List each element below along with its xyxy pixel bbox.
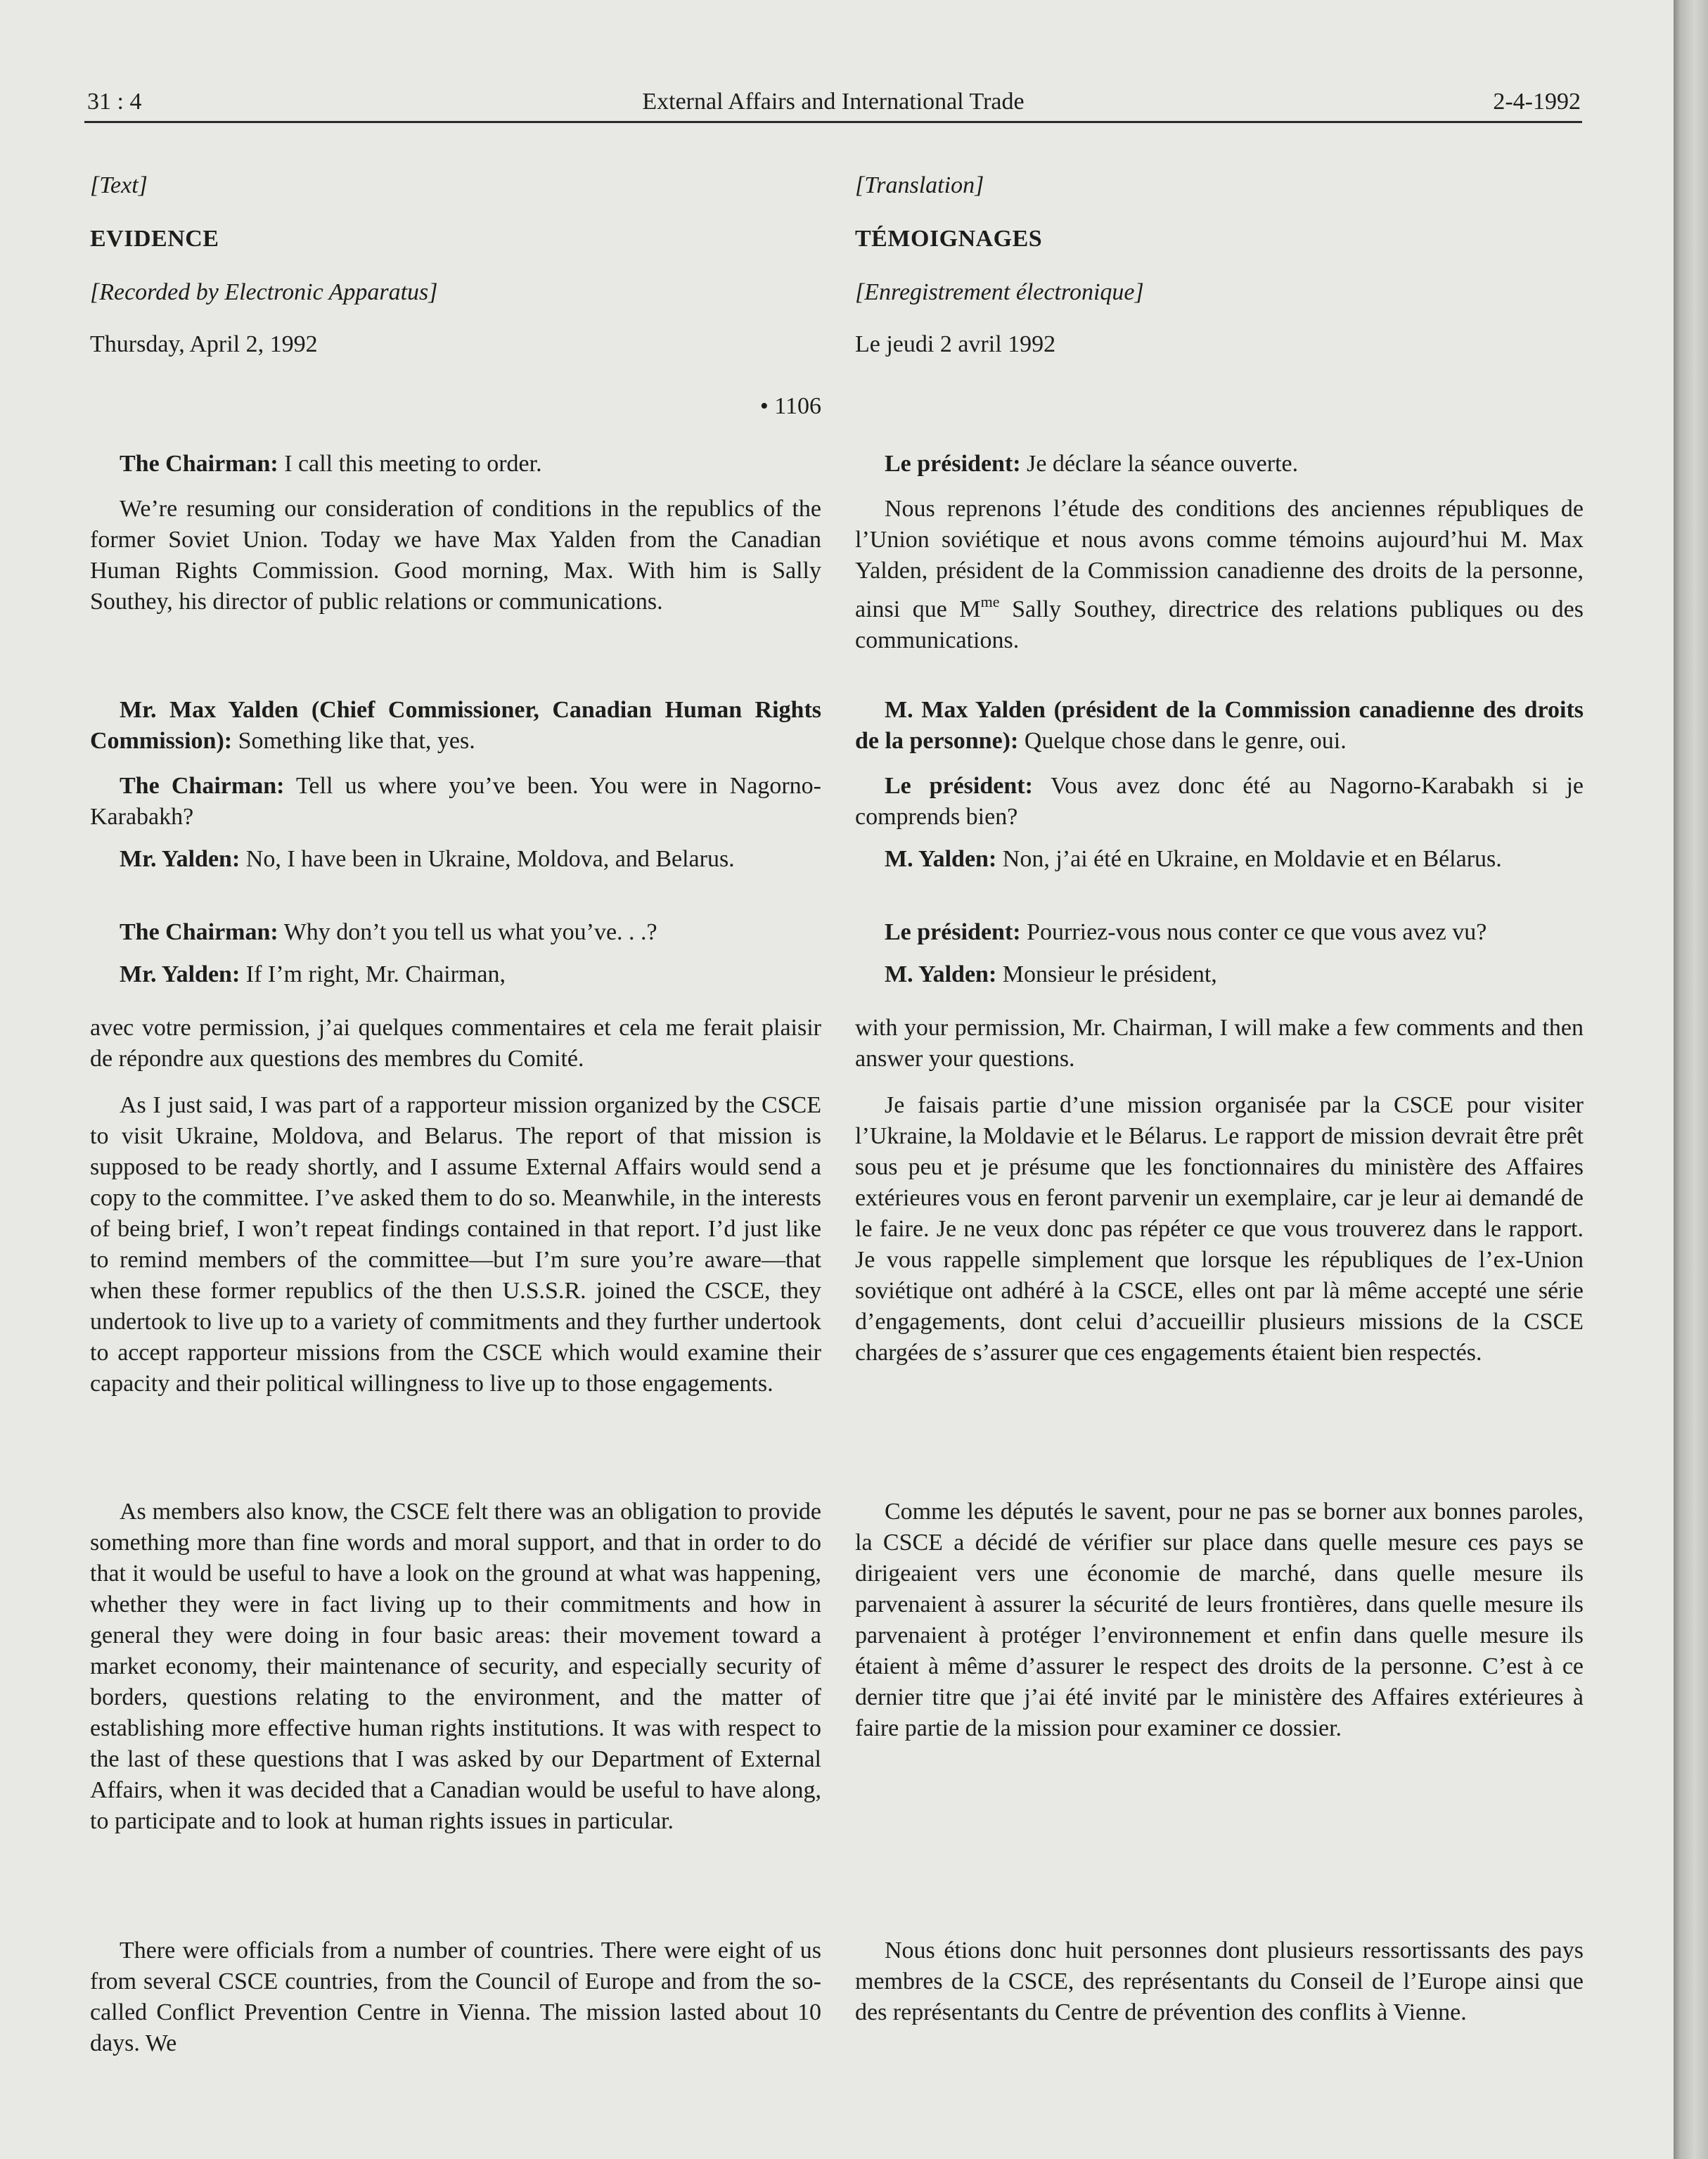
left-paragraph: The Chairman: Why don’t you tell us what you’ve. . .? bbox=[120, 919, 657, 945]
left-session-date: Thursday, April 2, 1992 bbox=[90, 331, 318, 357]
right-paragraph: Nous étions donc huit personnes dont plusieurs ressortissants des pays membres de la CSCE, des représentants du Conseil de l’Europe ainsi que des représentants du Centre de prévention des conflits à Vienne. bbox=[855, 1937, 1584, 2025]
right-paragraph: M. Yalden: Monsieur le président, bbox=[885, 961, 1217, 987]
right-paragraph: Le président: Pourriez-vous nous conter ce que vous avez vu? bbox=[885, 919, 1487, 945]
speaker-name: The Chairman: bbox=[120, 451, 278, 477]
running-header bbox=[84, 84, 1582, 123]
right-paragraph: Le président: Je déclare la séance ouverte. bbox=[885, 451, 1299, 477]
right-session-date: Le jeudi 2 avril 1992 bbox=[855, 331, 1056, 357]
publication-title: External Affairs and International Trade bbox=[642, 89, 1025, 115]
right-section-heading: TÉMOIGNAGES bbox=[855, 226, 1043, 252]
speaker-name: M. Yalden: bbox=[885, 846, 997, 872]
right-recorded-note: [Enregistrement électronique] bbox=[855, 279, 1144, 305]
page-binding-edge bbox=[1674, 0, 1708, 2159]
left-paragraph: Mr. Yalden: If I’m right, Mr. Chairman, bbox=[120, 961, 506, 987]
left-section-heading: EVIDENCE bbox=[90, 226, 219, 252]
left-paragraph: We’re resuming our consideration of conditions in the republics of the former Soviet Union. Today we have Max Yalden from the Canadian Human Rights Commission. Good morning, Max. With him is Sally Southey, his director of public relations or communications. bbox=[90, 496, 821, 615]
right-paragraph: Nous reprenons l’étude des conditions des anciennes républiques de l’Union soviétique et nous avons comme témoins aujourd’hui M. Max Yalden, président de la Commission canadienne des droits de la personne, ainsi que $M^{me}$ Sally Southey, directrice des relations publiques ou des communications. bbox=[855, 496, 1584, 653]
header-date: 2-4-1992 bbox=[1493, 89, 1581, 115]
speaker-name: The Chairman: bbox=[120, 919, 278, 945]
right-translation-tag: [Translation] bbox=[855, 172, 984, 198]
left-text-tag: [Text] bbox=[90, 172, 148, 198]
speaker-name: The Chairman: bbox=[120, 773, 285, 799]
speaker-name: M. Yalden: bbox=[885, 961, 997, 987]
speaker-name: Le président: bbox=[885, 773, 1033, 799]
left-paragraph: Mr. Yalden: No, I have been in Ukraine, Moldova, and Belarus. bbox=[120, 846, 735, 872]
right-paragraph: Je faisais partie d’une mission organisée par la CSCE pour visiter l’Ukraine, la Moldavie et le Bélarus. Le rapport de mission devrait être prêt sous peu et je présume que les fonctionnaires du ministère des Affaires extérieures vous en feront parvenir un exemplaire, car je leur ai demandé de le faire. Je ne veux donc pas répéter ce que vous trouverez dans le rapport. Je vous rappelle simplement que lorsque les républiques de l’ex-Union soviétique ont adhéré à la CSCE, elles ont par là même accepté une série d’engagements, dont celui d’accueillir plusieurs missions de la CSCE chargées de s’assurer que ces engagements étaient bien respectés. bbox=[855, 1092, 1584, 1366]
speaker-name: Mr. Yalden: bbox=[120, 846, 240, 872]
right-paragraph: M. Max Yalden (président de la Commission canadienne des droits de la personne): Quelque chose dans le genre, oui. bbox=[855, 697, 1584, 754]
left-paragraph: As members also know, the CSCE felt there was an obligation to provide something more than fine words and moral support, and that in order to do that it would be useful to have a look on the ground at what was happening, whether they were in fact living up to their commitments and how in general they were doing in four basic areas: their movement toward a market economy, their maintenance of security, and especially security of borders, questions relating to the environment, and the matter of establishing more effective human rights institutions. It was with respect to the last of these questions that I was asked by our Department of External Affairs, when it was decided that a Canadian would be useful to have along, to participate and to look at human rights issues in particular. bbox=[90, 1499, 821, 1834]
left-recorded-note: [Recorded by Electronic Apparatus] bbox=[90, 279, 438, 305]
left-paragraph: There were officials from a number of countries. There were eight of us from several CSCE countries, from the Council of Europe and from the so-called Conflict Prevention Centre in Vienna. The mission lasted about 10 days. We bbox=[90, 1937, 821, 2056]
speaker-name: Mr. Max Yalden (Chief Commissioner, Canadian Human Rights Commission): bbox=[90, 697, 821, 754]
right-paragraph: Le président: Vous avez donc été au Nagorno-Karabakh si je comprends bien? bbox=[855, 773, 1584, 830]
speaker-name: Le président: bbox=[885, 919, 1021, 945]
right-paragraph: M. Yalden: Non, j’ai été en Ukraine, en Moldavie et en Bélarus. bbox=[885, 846, 1502, 872]
time-stamp: • 1106 bbox=[759, 393, 821, 419]
speaker-name: M. Max Yalden (président de la Commission canadienne des droits de la personne): bbox=[855, 697, 1584, 754]
left-paragraph: The Chairman: I call this meeting to order. bbox=[120, 451, 542, 477]
speaker-name: Le président: bbox=[885, 451, 1021, 477]
left-paragraph: avec votre permission, j’ai quelques commentaires et cela me ferait plaisir de répondre aux questions des membres du Comité. bbox=[90, 1015, 821, 1072]
left-paragraph: As I just said, I was part of a rapporteur mission organized by the CSCE to visit Ukraine, Moldova, and Belarus. The report of that mission is supposed to be ready shortly, and I assume External Affairs would send a copy to the committee. I’ve asked them to do so. Meanwhile, in the interests of being brief, I won’t repeat findings contained in that report. I’d just like to remind members of the committee—but I’m sure you’re aware—that when these former republics of the then U.S.S.R. joined the CSCE, they undertook to live up to a variety of commitments and they further undertook to accept rapporteur missions from the CSCE which would examine their capacity and their political willingness to live up to those engagements. bbox=[90, 1092, 821, 1397]
left-paragraph: Mr. Max Yalden (Chief Commissioner, Canadian Human Rights Commission): Something like that, yes. bbox=[90, 697, 821, 754]
right-paragraph: with your permission, Mr. Chairman, I will make a few comments and then answer your questions. bbox=[855, 1015, 1584, 1072]
page-number: 31 : 4 bbox=[87, 89, 142, 115]
speaker-name: Mr. Yalden: bbox=[120, 961, 240, 987]
right-paragraph: Comme les députés le savent, pour ne pas se borner aux bonnes paroles, la CSCE a décidé de vérifier sur place dans quelle mesure ces pays se dirigeaient vers une économie de marché, dans quelle mesure ils parvenaient à assurer la sécurité de leurs frontières, dans quelle mesure ils parvenaient à protéger l’environnement et enfin dans quelle mesure ils étaient à même d’assurer le respect des droits de la personne. C’est à ce dernier titre que j’ai été invité par le ministère des Affaires extérieures à faire partie de la mission pour examiner ce dossier. bbox=[855, 1499, 1584, 1741]
left-paragraph: The Chairman: Tell us where you’ve been. You were in Nagorno-Karabakh? bbox=[90, 773, 821, 830]
